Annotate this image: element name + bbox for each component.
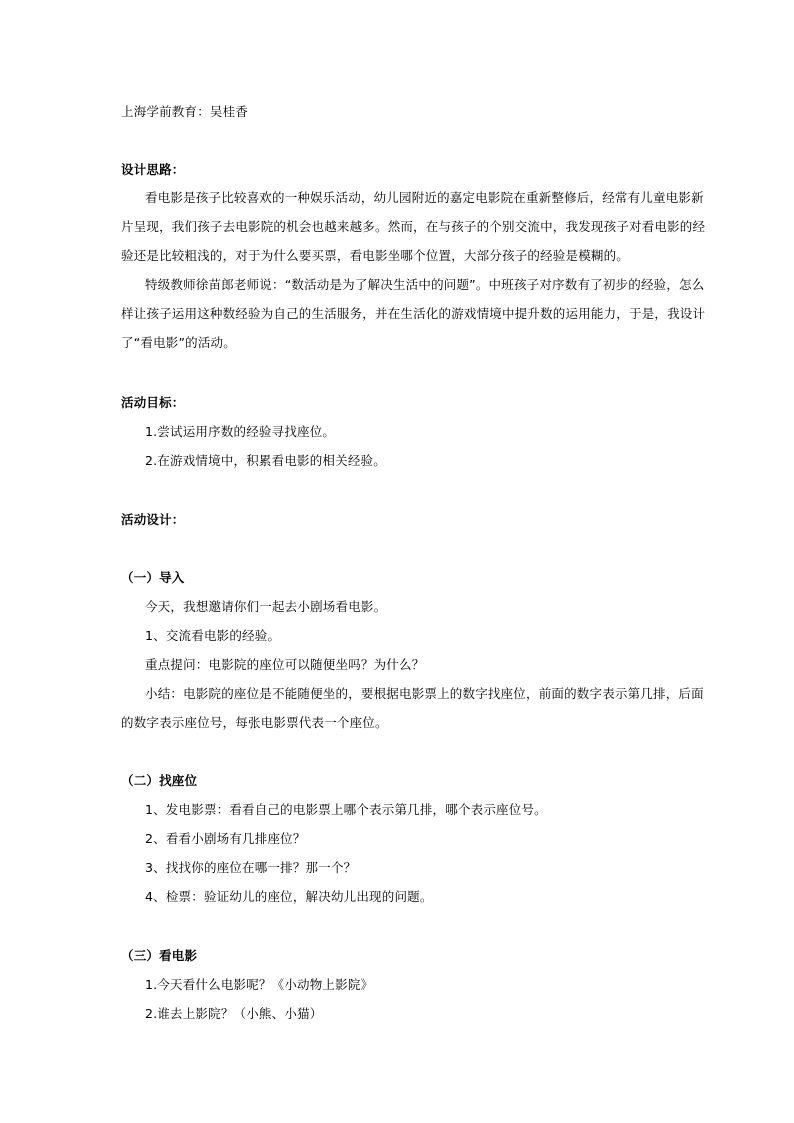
part2-heading: （二）找座位	[121, 773, 198, 788]
part1-line: 重点提问：电影院的座位可以随便坐吗？为什么？	[145, 657, 425, 672]
goals-heading: 活动目标：	[121, 395, 185, 410]
design-paragraph-line: 特级教师徐苗郎老师说：“数活动是为了解决生活中的问题”。中班孩子对序数有了初步的经验，怎么	[145, 277, 705, 292]
part1-line: 今天，我想邀请你们一起去小剧场看电影。	[145, 599, 387, 614]
part2-line: 4、检票：验证幼儿的座位，解决幼儿出现的问题。	[145, 889, 433, 904]
part2-line: 2、看看小剧场有几排座位？	[145, 831, 306, 846]
activity-heading: 活动设计：	[121, 512, 185, 527]
part3-line: 1.今天看什么电影呢？《小动物上影院》	[145, 977, 374, 992]
design-paragraph-line: 样让孩子运用这种数经验为自己的生活服务，并在生活化的游戏情境中提升数的运用能力，于是，我设计	[121, 306, 706, 321]
part2-line: 3、找找你的座位在哪一排？那一个？	[145, 860, 357, 875]
design-paragraph-line: 片呈现，我们孩子去电影院的机会也越来越多。然而，在与孩子的个别交流中，我发现孩子对看电影的经	[121, 219, 706, 234]
goal-item: 2.在游戏情境中，积累看电影的相关经验。	[145, 453, 386, 468]
goal-item: 1.尝试运用序数的经验寻找座位。	[145, 424, 336, 439]
design-paragraph-line: 看电影是孩子比较喜欢的一种娱乐活动，幼儿园附近的嘉定电影院在重新整修后，经常有儿童电影新	[145, 190, 704, 205]
part1-line: 小结：电影院的座位是不能随便坐的，要根据电影票上的数字找座位，前面的数字表示第几排，后面	[145, 686, 704, 701]
part2-line: 1、发电影票：看看自己的电影票上哪个表示第几排，哪个表示座位号。	[145, 802, 547, 817]
part1-heading: （一）导入	[121, 570, 185, 585]
design-paragraph-line: 验还是比较粗浅的，对于为什么要买票，看电影坐哪个位置，大部分孩子的经验是模糊的。	[121, 248, 630, 263]
part1-line: 1、交流看电影的经验。	[145, 628, 281, 643]
part1-line: 的数字表示座位号，每张电影票代表一个座位。	[121, 715, 388, 730]
design-paragraph-line: 了“看电影”的活动。	[121, 335, 236, 350]
design-heading: 设计思路：	[121, 162, 185, 177]
author-line: 上海学前教育：吴桂香	[121, 104, 249, 119]
part3-line: 2.谁去上影院？（小熊、小猫）	[145, 1006, 323, 1021]
part3-heading: （三）看电影	[121, 948, 198, 963]
